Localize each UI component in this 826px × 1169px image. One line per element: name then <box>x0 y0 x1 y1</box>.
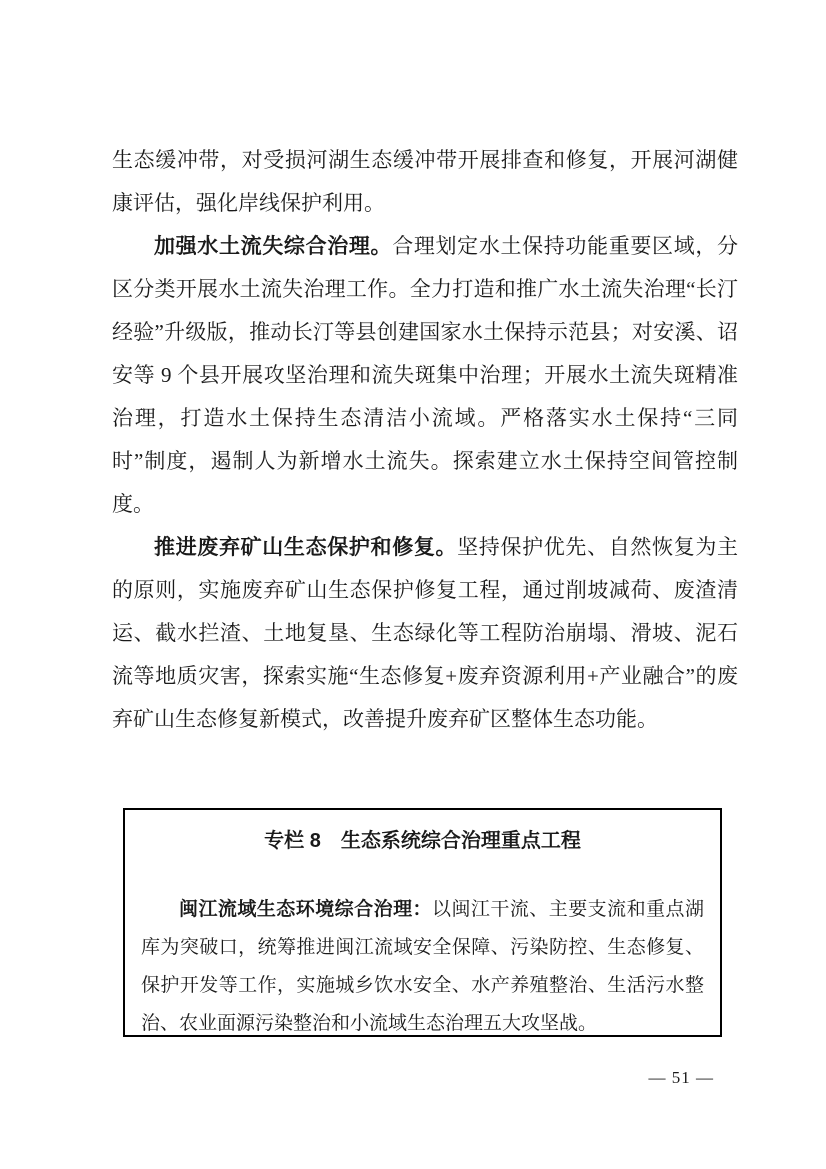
paragraph-text: 坚持保护优先、自然恢复为主的原则，实施废弃矿山生态保护修复工程，通过削坡减荷、废渣清运、截水拦渣、土地复垦、生态绿化等工程防治崩塌、滑坡、泥石流等地质灾害，探索实施“生态修复+废弃资源利用+产业融合”的废弃矿山生态修复新模式，改善提升废弃矿区整体生态功能。 <box>112 535 739 731</box>
paragraph-lead: 加强水土流失综合治理。 <box>154 235 393 258</box>
paragraph-text: 合理划定水土保持功能重要区域，分区分类开展水土流失治理工作。全力打造和推广水土流失治理“长汀经验”升级版，推动长汀等县创建国家水土保持示范县；对安溪、诏安等 9 个县开展攻坚治理和流失斑集中治理；开展水土流失斑精准治理，打造水土保持生态清洁小流域。严格落实水土保持“三同时”制度，遏制人为新增水土流失。探索建立水土保持空间管控制度。 <box>112 234 739 516</box>
paragraph-lead: 推进废弃矿山生态保护和修复。 <box>154 536 458 559</box>
body-text <box>112 139 738 741</box>
feature-box-title: 专栏 8 生态系统综合治理重点工程 <box>264 830 581 852</box>
paragraph <box>112 139 738 225</box>
paragraph <box>112 225 738 526</box>
feature-box-entry-text: 以闽江干流、主要支流和重点湖库为突破口，统筹推进闽江流域安全保障、污染防控、生态修复、保护开发等工作，实施城乡饮水安全、水产养殖整治、生活污水整治、农业面源污染整治和小流域生态治理五大攻坚战。 <box>141 899 704 1034</box>
feature-box <box>123 808 722 1037</box>
feature-box-body <box>141 891 704 1043</box>
page-number: — 51 — <box>648 1068 714 1087</box>
feature-box-entry-lead: 闽江流域生态环境综合治理： <box>179 899 432 920</box>
feature-box-entry <box>141 891 704 1043</box>
paragraph-text: 生态缓冲带，对受损河湖生态缓冲带开展排查和修复，开展河湖健康评估，强化岸线保护利用。 <box>112 148 738 215</box>
paragraph <box>112 526 738 741</box>
